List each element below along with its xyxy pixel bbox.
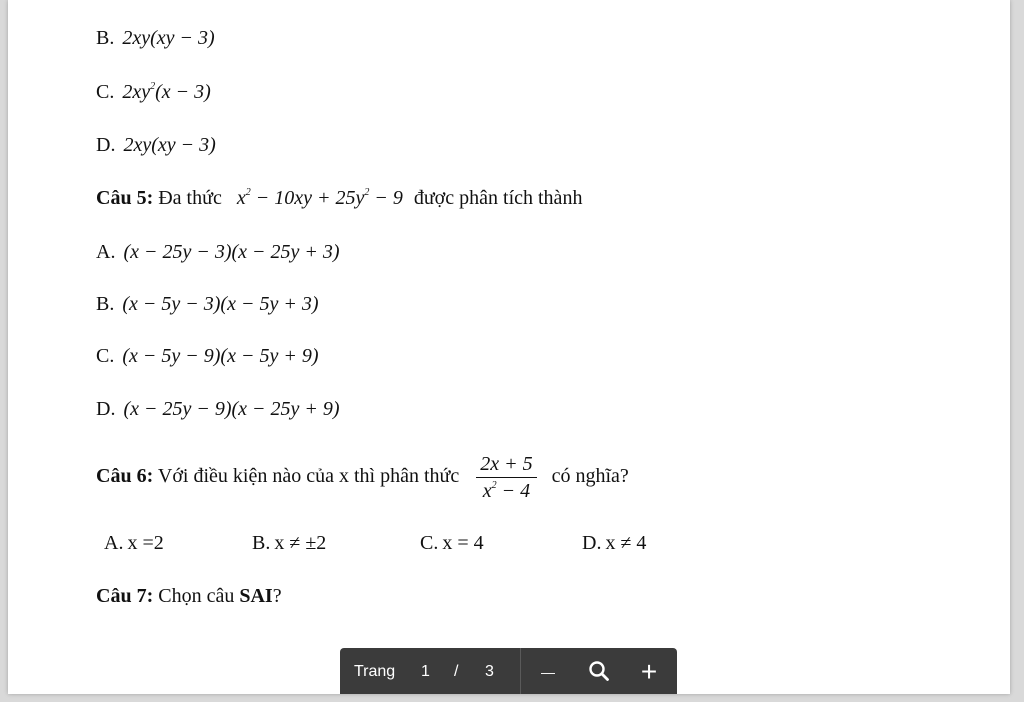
zoom-button[interactable] bbox=[586, 648, 612, 694]
q5-stem: Câu 5: Đa thức $x^2 - 10xy + 25y^2 - 9$ được phân tích thành bbox=[96, 187, 583, 209]
q4-option-b: B. 2xy(xy − 3) bbox=[96, 27, 215, 49]
current-page-number[interactable]: 1 bbox=[421, 663, 430, 680]
q6-option-b: B. x ≠ ±2 bbox=[252, 532, 327, 554]
toolbar-divider bbox=[520, 648, 521, 694]
q6-option-d: D. x ≠ 4 bbox=[582, 532, 647, 554]
document-page bbox=[8, 0, 1010, 694]
q6-option-c: C. x = 4 bbox=[420, 532, 484, 554]
q5-option-b: B. (x − 5y − 3)(x − 5y + 3) bbox=[96, 293, 319, 315]
q5-option-d: D. (x − 25y − 9)(x − 25y + 9) bbox=[96, 398, 340, 420]
q6-stem: Câu 6: Với điều kiện nào của x thì phân thức $\frac{2x + 5}{x^2 - 4}$ có nghĩa? bbox=[96, 452, 629, 502]
q5-option-c: C. (x − 5y − 9)(x − 5y + 9) bbox=[96, 345, 319, 367]
total-pages: 3 bbox=[485, 663, 494, 680]
page-separator: / bbox=[454, 663, 459, 680]
page-label: Trang bbox=[354, 663, 396, 680]
q4-option-c: C. $2xy^2(x - 3)$ bbox=[96, 81, 211, 103]
magnifier-icon bbox=[588, 660, 610, 682]
q7-stem: Câu 7: Chọn câu SAI? bbox=[96, 585, 282, 607]
zoom-out-button[interactable]: — bbox=[541, 664, 555, 680]
q6-fraction: $\frac{2x + 5}{x^2 - 4}$ bbox=[476, 451, 536, 504]
zoom-in-button[interactable]: + bbox=[640, 656, 658, 687]
q5-option-a: A. (x − 25y − 3)(x − 25y + 3) bbox=[96, 241, 340, 263]
pdf-toolbar bbox=[340, 648, 677, 694]
q6-option-a: A. x =2 bbox=[104, 532, 164, 554]
q4-option-d: D. 2xy(xy − 3) bbox=[96, 134, 216, 156]
